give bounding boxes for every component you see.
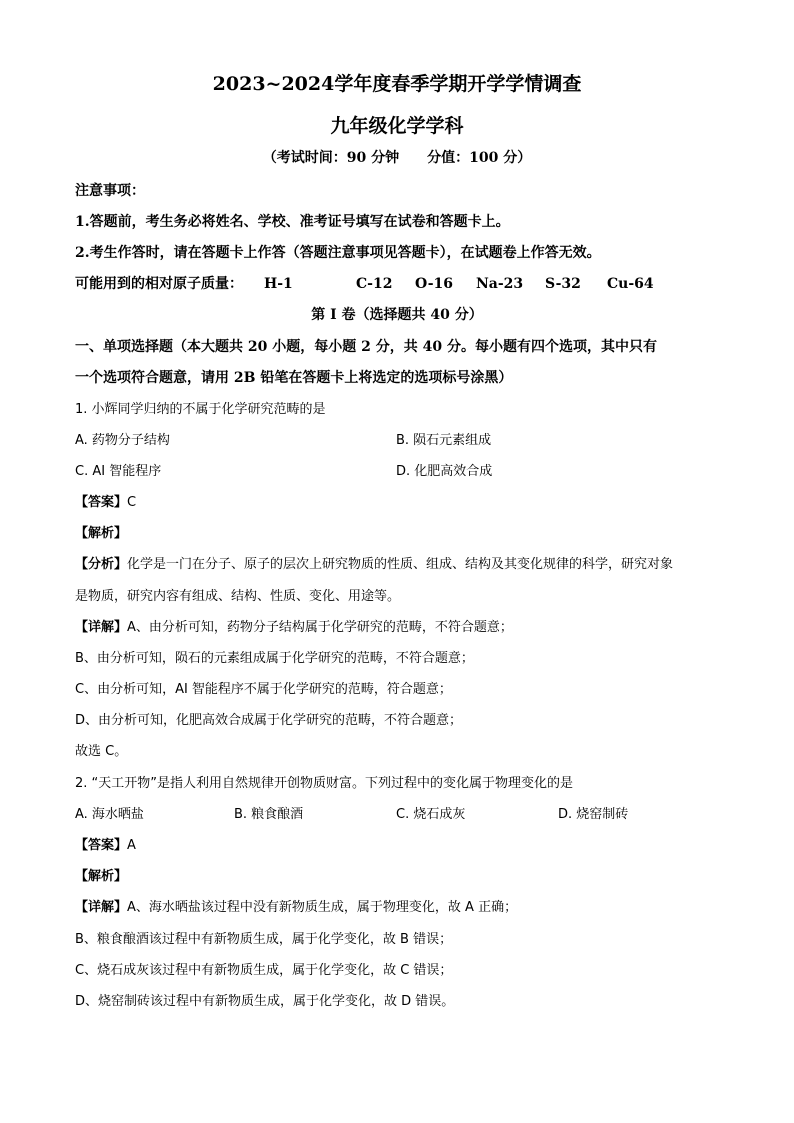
exam-subject: 九年级化学学科: [330, 115, 464, 137]
answer-tag: 【答案】: [75, 838, 128, 853]
q2-option-c: C. 烧石成灰: [396, 807, 466, 822]
q1-option-b: B. 陨石元素组成: [396, 433, 492, 448]
atomic-mass-label: 可能用到的相对原子质量：: [75, 276, 243, 292]
q1-detail-c: C、由分析可知，AI 智能程序不属于化学研究的范畴，符合题意；: [75, 682, 452, 697]
q1-detail-b: B、由分析可知，陨石的元素组成属于化学研究的范畴，不符合题意；: [75, 651, 474, 666]
section1-instructions-line1: 一、单项选择题（本大题共 20 小题，每小题 2 分，共 40 分。每小题有四个选项，其中只有: [75, 339, 657, 355]
q2-detail-b: B、粮食酿酒该过程中有新物质生成，属于化学变化，故 B 错误；: [75, 932, 453, 947]
q1-option-c: C. AI 智能程序: [75, 464, 162, 479]
atomic-mass-c: C-12: [356, 276, 393, 292]
q2-option-a: A. 海水晒盐: [75, 807, 144, 822]
q2-stem: 2. “天工开物”是指人利用自然规律开创物质财富。下列过程中的变化属于物理变化的是: [75, 776, 574, 791]
q2-detail-c: C、烧石成灰该过程中有新物质生成，属于化学变化，故 C 错误；: [75, 963, 453, 978]
atomic-mass-s: S-32: [545, 276, 581, 292]
detail-tag: 【详解】: [75, 900, 128, 915]
notice-item-2: 2.考生作答时，请在答题卡上作答（答题注意事项见答题卡），在试题卷上作答无效。: [75, 245, 601, 261]
q1-detail-a-text: A、由分析可知，药物分子结构属于化学研究的范畴，不符合题意；: [127, 620, 513, 635]
q2-answer-value: A: [127, 838, 136, 853]
q2-detail-d: D、烧窑制砖该过程中有新物质生成，属于化学变化，故 D 错误。: [75, 994, 455, 1009]
q1-option-d: D. 化肥高效合成: [396, 464, 493, 479]
q2-option-d: D. 烧窑制砖: [558, 807, 629, 822]
q1-detail-a: [75, 621, 513, 634]
atomic-mass-h: H-1: [264, 276, 293, 292]
notice-item-1: 1.答题前，考生务必将姓名、学校、准考证号填写在试卷和答题卡上。: [75, 214, 510, 230]
q2-answer: [75, 839, 136, 852]
fenxi-tag: 【分析】: [75, 557, 128, 572]
exam-info: （考试时间：90 分钟 分值：100 分）: [262, 150, 532, 166]
q2-option-b: B. 粮食酿酒: [234, 807, 304, 822]
answer-tag: 【答案】: [75, 495, 128, 510]
q2-detail-a-text: A、海水晒盐该过程中没有新物质生成，属于物理变化，故 A 正确；: [127, 900, 518, 915]
section1-instructions-line2: 一个选项符合题意，请用 2B 铅笔在答题卡上将选定的选项标号涂黑）: [75, 370, 513, 386]
q1-detail-d: D、由分析可知，化肥高效合成属于化学研究的范畴，不符合题意；: [75, 713, 463, 728]
q1-answer: [75, 496, 136, 509]
q1-answer-value: C: [127, 495, 137, 510]
q1-option-a: A. 药物分子结构: [75, 433, 170, 448]
atomic-mass-na: Na-23: [476, 276, 524, 292]
q2-analysis-tag: 【解析】: [75, 869, 128, 884]
q1-fenxi-line1: [75, 558, 673, 571]
q1-conclusion: 故选 C。: [75, 744, 128, 759]
q2-detail-a: [75, 901, 517, 914]
notice-heading: 注意事项：: [75, 183, 145, 199]
exam-title: 2023~2024学年度春季学期开学学情调查: [212, 73, 582, 95]
detail-tag: 【详解】: [75, 620, 128, 635]
atomic-mass-line: [75, 277, 243, 291]
q1-fenxi-text1: 化学是一门在分子、原子的层次上研究物质的性质、组成、结构及其变化规律的科学，研究对象: [127, 557, 674, 572]
part1-heading: 第 I 卷（选择题共 40 分）: [311, 307, 483, 323]
q1-fenxi-line2: 是物质，研究内容有组成、结构、性质、变化、用途等。: [75, 589, 401, 604]
q1-stem: 1. 小辉同学归纳的不属于化学研究范畴的是: [75, 402, 326, 417]
atomic-mass-cu: Cu-64: [607, 276, 654, 292]
atomic-mass-o: O-16: [415, 276, 454, 292]
q1-analysis-tag: 【解析】: [75, 526, 128, 541]
